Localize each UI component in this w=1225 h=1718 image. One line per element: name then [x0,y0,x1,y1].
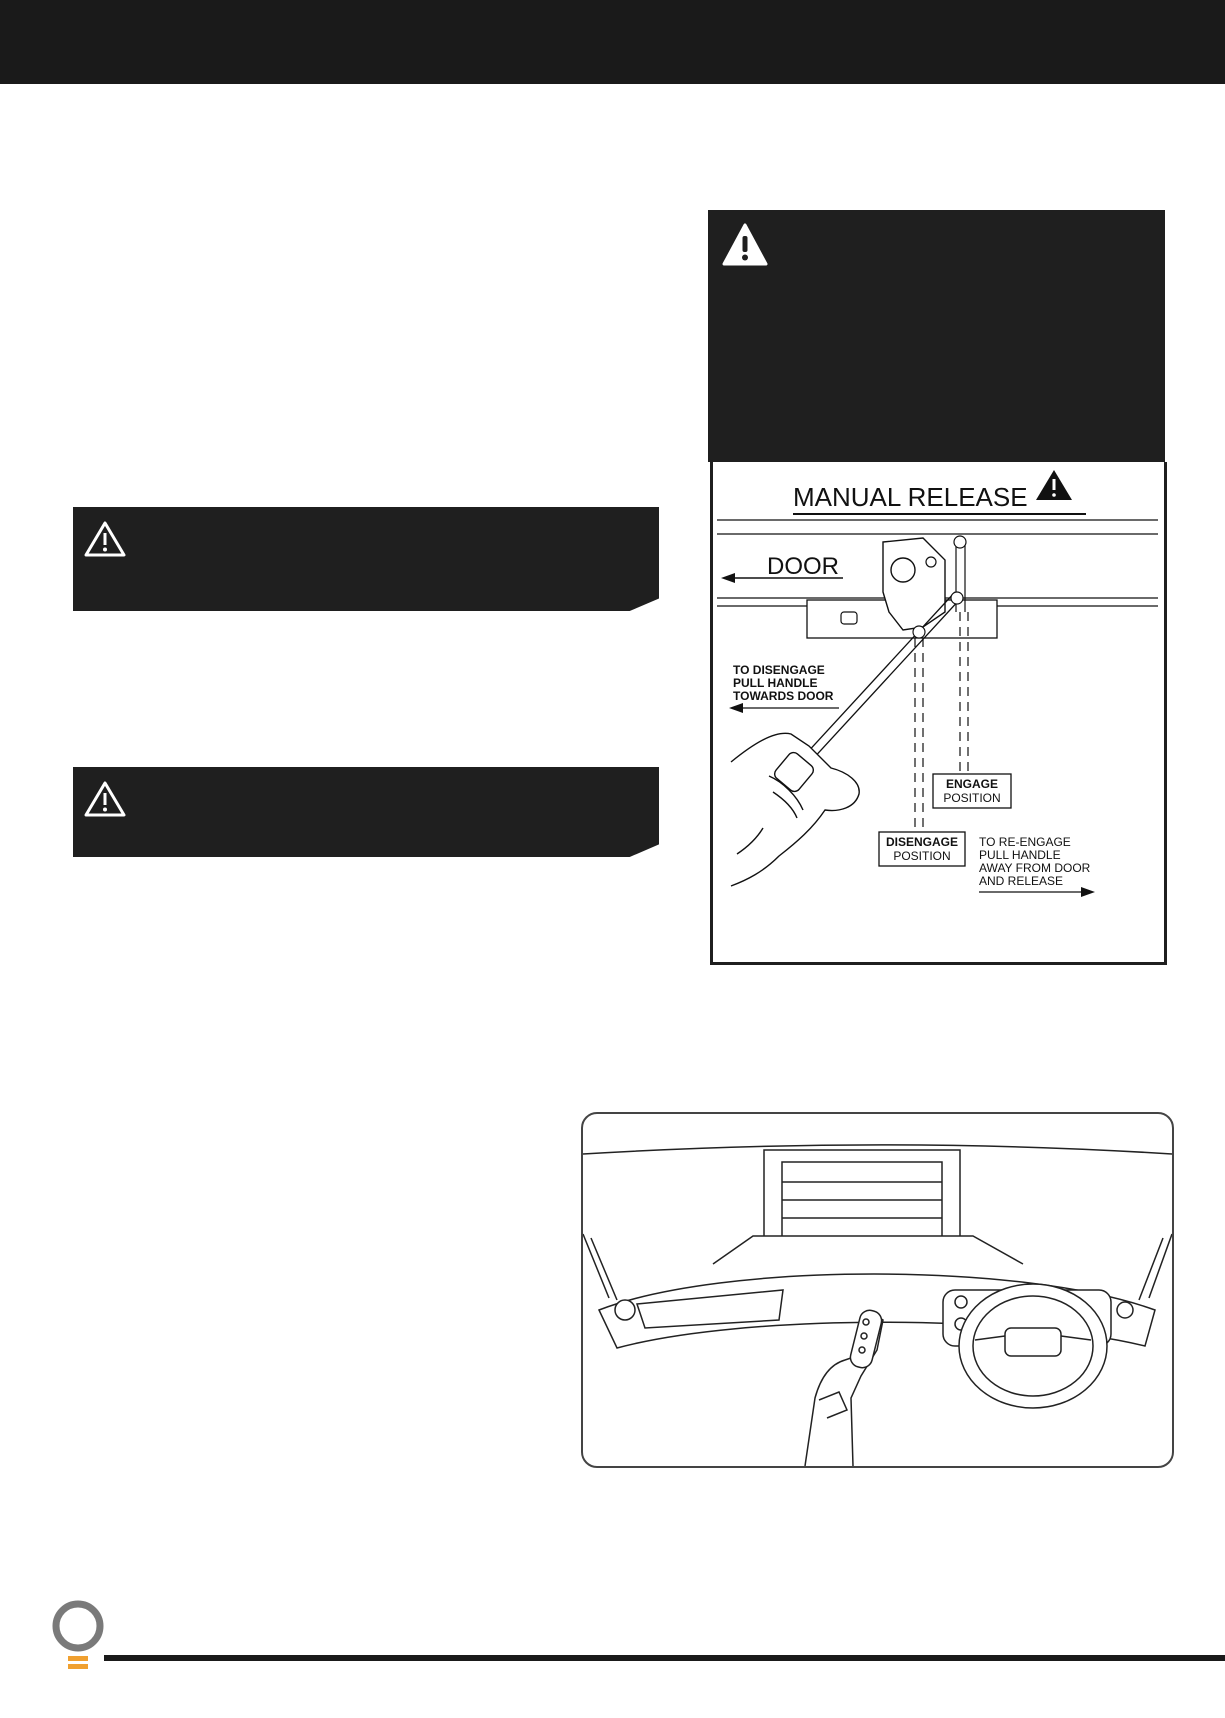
manual-release-diagram [713,462,1164,962]
footer-rule [104,1655,1225,1661]
reengage-instruction-line-3: AWAY FROM DOOR [979,861,1091,875]
warning-icon [722,222,768,268]
car-remote-illustration [581,1112,1174,1468]
header-bar [0,0,1225,84]
manual-release-title: MANUAL RELEASE [793,482,1028,512]
reengage-instruction-line-2: PULL HANDLE [979,848,1061,862]
disengage-instruction-line-1: TO DISENGAGE [733,663,825,677]
door-label: DOOR [767,553,839,580]
disengage-position-line-1: DISENGAGE [885,835,959,849]
reengage-instruction-line-1: TO RE-ENGAGE [979,835,1071,849]
engage-position-line-1: ENGAGE [945,777,999,791]
disengage-instruction-line-3: TOWARDS DOOR [733,689,834,703]
warning-icon [1036,470,1072,500]
warning-banner-1 [73,507,659,611]
brand-logo-icon [52,1600,106,1672]
reengage-instruction-line-4: AND RELEASE [979,874,1064,888]
engage-position-line-2: POSITION [943,791,1001,805]
disengage-instruction-line-2: PULL HANDLE [733,676,818,690]
warning-icon [83,779,127,819]
hand-illustration [731,733,859,886]
disengage-position-line-2: POSITION [893,849,951,863]
warning-icon [83,519,127,559]
release-warning-header [708,210,1165,462]
manual-release-label [710,462,1167,965]
warning-banner-2 [73,767,659,857]
manual-release-panel [708,210,1165,965]
